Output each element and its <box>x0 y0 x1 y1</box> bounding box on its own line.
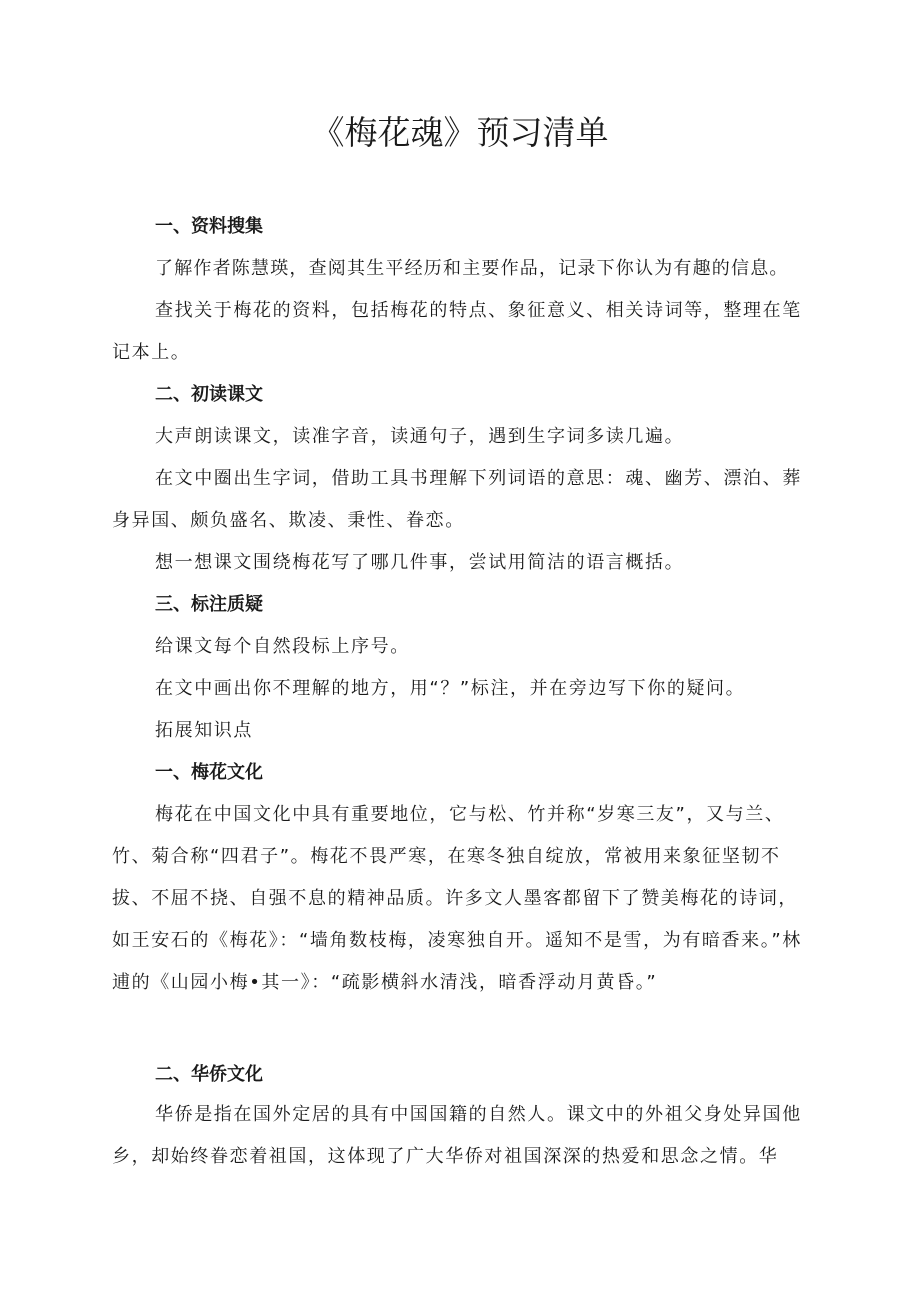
paragraph-vocabulary: 在文中圈出生字词，借助工具书理解下列词语的意思：魂、幽芳、漂泊、葬身异国、颇负盛名、欺凌、秉性、眷恋。 <box>112 468 802 531</box>
paragraph-read-aloud: 大声朗读课文，读准字音，读通句子，遇到生字词多读几遍。 <box>155 426 685 447</box>
section-heading-annotate: 三、标注质疑 <box>155 594 263 615</box>
page-title: 《梅花魂》预习清单 <box>311 113 609 152</box>
section-heading-first-reading: 二、初读课文 <box>155 384 263 405</box>
section-heading-overseas-chinese: 二、华侨文化 <box>155 1064 263 1085</box>
section-heading-data-collection: 一、资料搜集 <box>155 216 263 237</box>
section-heading-plum-culture: 一、梅花文化 <box>155 762 263 783</box>
paragraph-number-paragraphs: 给课文每个自然段标上序号。 <box>155 636 410 657</box>
paragraph-author-research: 了解作者陈慧瑛，查阅其生平经历和主要作品，记录下你认为有趣的信息。 <box>155 258 789 279</box>
paragraph-mark-questions: 在文中画出你不理解的地方，用“？”标注，并在旁边写下你的疑问。 <box>155 678 746 699</box>
paragraph-plum-research: 查找关于梅花的资料，包括梅花的特点、象征意义、相关诗词等，整理在笔记本上。 <box>112 300 802 363</box>
paragraph-plum-culture: 梅花在中国文化中具有重要地位，它与松、竹并称“岁寒三友”，又与兰、竹、菊合称“四君子”。梅花不畏严寒，在寒冬独自绽放，常被用来象征坚韧不拔、不屈不挠、自强不息的精神品质。许多文人墨客都留下了赞美梅花的诗词，如王安石的《梅花》：“墙角数枝梅，凌寒独自开。遥知不是雪，为有暗香来。”林逋的《山园小梅•其一》：“疏影横斜水清浅，暗香浮动月黄昏。” <box>112 804 802 993</box>
extension-label: 拓展知识点 <box>155 720 253 741</box>
paragraph-summarize-events: 想一想课文围绕梅花写了哪几件事，尝试用简洁的语言概括。 <box>155 552 685 573</box>
paragraph-overseas-chinese: 华侨是指在国外定居的具有中国国籍的自然人。课文中的外祖父身处异国他乡，却始终眷恋着祖国，这体现了广大华侨对祖国深深的热爱和思念之情。华 <box>112 1104 802 1167</box>
